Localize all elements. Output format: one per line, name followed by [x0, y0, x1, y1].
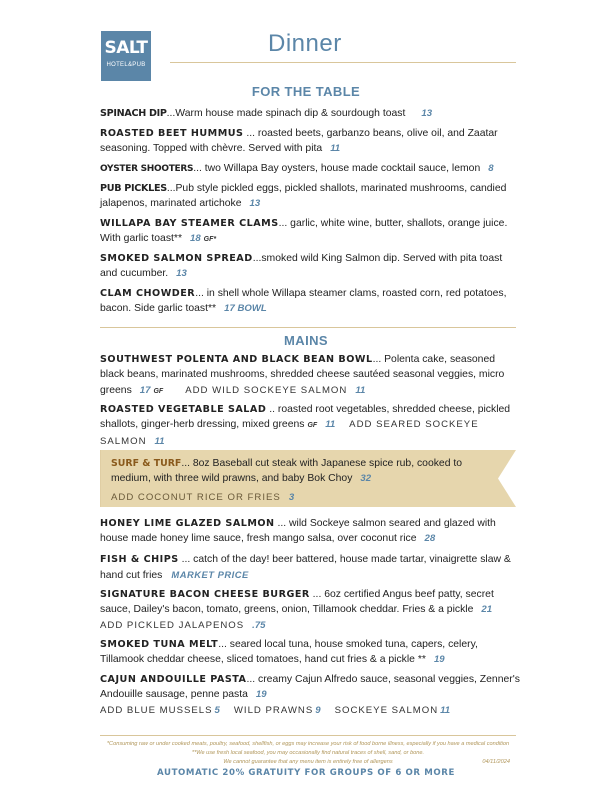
add-on-label: ADD COCONUT RICE OR FRIES: [111, 491, 281, 503]
menu-item: [100, 126, 520, 157]
add-on-price: .75: [252, 619, 266, 631]
gf-label: GF: [153, 387, 164, 395]
item-name: HONEY LIME GLAZED SALMON: [100, 518, 275, 529]
menu-item: [100, 251, 520, 282]
menu-item: [100, 181, 520, 212]
item-name: CLAM CHOWDER: [100, 288, 196, 299]
item-desc: ... Polenta cake, seasoned black beans, marinated mushrooms, shredded cheese sautéed seasonal veggies, micro greens: [100, 354, 505, 396]
add-on-price: 5: [214, 705, 220, 716]
add-on-price: 3: [288, 491, 296, 503]
menu-date: 04/11/2024: [482, 759, 510, 765]
item-price: 8: [488, 163, 494, 174]
menu-item: [100, 402, 520, 449]
divider: [100, 327, 516, 328]
menu-item: [100, 672, 520, 703]
add-on-label: ADD PICKLED JALAPENOS: [100, 619, 245, 631]
add-on-label: ADD BLUE MUSSELS: [100, 705, 213, 716]
item-desc: ... 8oz Baseball cut steak with Japanese spice rub, cooked to medium, with three wild prawns, and baby Bok Choy: [111, 458, 463, 485]
item-name: SPINACH DIP: [100, 108, 167, 119]
item-name: WILLAPA BAY STEAMER CLAMS: [100, 218, 279, 229]
item-price: 13: [421, 108, 433, 119]
item-desc: .. roasted root vegetables, shredded cheese, pickled shallots, ginger-herb dressing, mixed greens: [100, 404, 511, 431]
item-name: ROASTED BEET HUMMUS: [100, 128, 244, 139]
logo-subtext: HOTEL&PUB: [106, 62, 146, 68]
item-name: OYSTER SHOOTERS: [100, 164, 194, 174]
item-name: SMOKED TUNA MELT: [100, 639, 219, 650]
item-price: 17: [139, 384, 151, 396]
add-on-label: ADD SEARED SOCKEYE SALMON: [100, 419, 479, 447]
menu-item: [100, 516, 520, 547]
item-price: 13: [176, 268, 187, 280]
item-price: 11: [330, 143, 341, 155]
divider: [100, 735, 516, 736]
allergen-text: We cannot guarantee that any menu item is entirely free of allergens: [223, 759, 393, 765]
item-price: MARKET PRICE: [171, 569, 249, 581]
item-desc: ... roasted beets, garbanzo beans, olive oil, and Zaatar seasoning. Topped with chèvre. Served with pita: [100, 128, 498, 155]
item-price: 13: [249, 198, 261, 210]
item-price: 28: [424, 533, 436, 545]
item-desc: ... catch of the day! beer battered, house made tartar, vinaigrette slaw & hand cut fries: [100, 554, 511, 582]
disclaimer: *Consuming raw or under cooked meats, poultry, seafood, shellfish, or eggs may increase your risk of food borne illness, especially if you have a medical condition **We use fresh local seafood, you may occasionally find natural traces of shell, sand, or bone.: [106, 741, 510, 756]
item-price: 21: [481, 604, 493, 616]
add-on-price: 11: [440, 705, 451, 716]
menu-item: [100, 637, 520, 668]
page-title: Dinner: [268, 30, 342, 57]
featured-item: [111, 456, 481, 505]
item-price: 18: [190, 233, 201, 245]
logo-text: SALT: [104, 38, 148, 58]
item-name: SURF & TURF: [111, 458, 182, 469]
gf-label: GF*: [203, 236, 217, 244]
gratuity-note: AUTOMATIC 20% GRATUITY FOR GROUPS OF 6 OR MORE: [157, 768, 455, 778]
logo: [101, 31, 151, 81]
menu-item: [100, 216, 520, 248]
section-title-mains: MAINS: [284, 333, 328, 348]
item-price: 11: [325, 419, 336, 431]
item-desc: ... two Willapa Bay oysters, house made cocktail sauce, lemon: [193, 163, 481, 174]
item-desc: ... wild Sockeye salmon seared and glazed with house made honey lime sauce, fresh mango salsa, over coconut rice: [100, 518, 496, 545]
item-desc: ...smoked wild King Salmon dip. Served with pita toast and cucumber.: [100, 253, 503, 280]
item-desc: ... 6oz certified Angus beef patty, secret sauce, Dailey's bacon, tomato, greens, onion, Tillamook cheddar. Fries & a pickle: [100, 589, 494, 616]
add-on-price: 9: [315, 705, 321, 716]
menu-item: [100, 161, 520, 177]
item-name: SOUTHWEST POLENTA AND BLACK BEAN BOWL: [100, 354, 373, 365]
item-name: SIGNATURE BACON CHEESE BURGER: [100, 589, 310, 600]
menu-item: [100, 106, 520, 121]
item-price: 17 BOWL: [224, 303, 267, 315]
add-on-label: ADD WILD SOCKEYE SALMON: [185, 384, 348, 396]
add-on-list: [100, 703, 520, 718]
menu-item: [100, 587, 520, 633]
add-on-label: WILD PRAWNS: [233, 705, 314, 716]
item-price: 32: [360, 473, 372, 485]
divider: [170, 62, 516, 63]
item-name: PUB PICKLES: [100, 183, 167, 194]
menu-item: [100, 552, 520, 584]
item-name: CAJUN ANDOUILLE PASTA: [100, 674, 247, 685]
item-desc: ... creamy Cajun Alfredo sauce, seasonal veggies, Zenner's Andouille sausage, penne pasta: [100, 674, 520, 701]
item-desc: ...Pub style pickled eggs, pickled shallots, marinated mushrooms, candied jalapenos, marinated artichoke: [100, 183, 507, 210]
menu-item: [100, 352, 520, 399]
menu-item: [100, 286, 520, 317]
item-name: ROASTED VEGETABLE SALAD: [100, 404, 267, 415]
item-name: FISH & CHIPS: [100, 554, 179, 565]
add-on: [111, 490, 481, 505]
section-title-for-the-table: FOR THE TABLE: [251, 84, 361, 99]
add-on-label: SOCKEYE SALMON: [334, 705, 439, 716]
item-price: 19: [433, 654, 445, 666]
item-name: SMOKED SALMON SPREAD: [100, 253, 253, 264]
allergen-note: [100, 758, 516, 767]
add-on-price: 11: [154, 435, 165, 447]
item-desc: ... seared local tuna, house smoked tuna, capers, celery, Tillamook cheddar cheese, sliced tomatoes, hand cut fries & a pickle **: [100, 639, 478, 666]
item-desc: ... in shell whole Willapa steamer clams, roasted corn, red potatoes, bacon. Side garlic toast**: [100, 288, 507, 315]
item-desc: ...Warm house made spinach dip & sourdough toast: [166, 108, 406, 119]
item-desc: ... garlic, white wine, butter, shallots, orange juice. With garlic toast**: [100, 218, 508, 245]
item-price: 19: [255, 689, 267, 701]
add-on-price: 11: [355, 384, 366, 396]
featured-item-banner: [100, 450, 516, 507]
gf-label: GF: [307, 422, 318, 430]
